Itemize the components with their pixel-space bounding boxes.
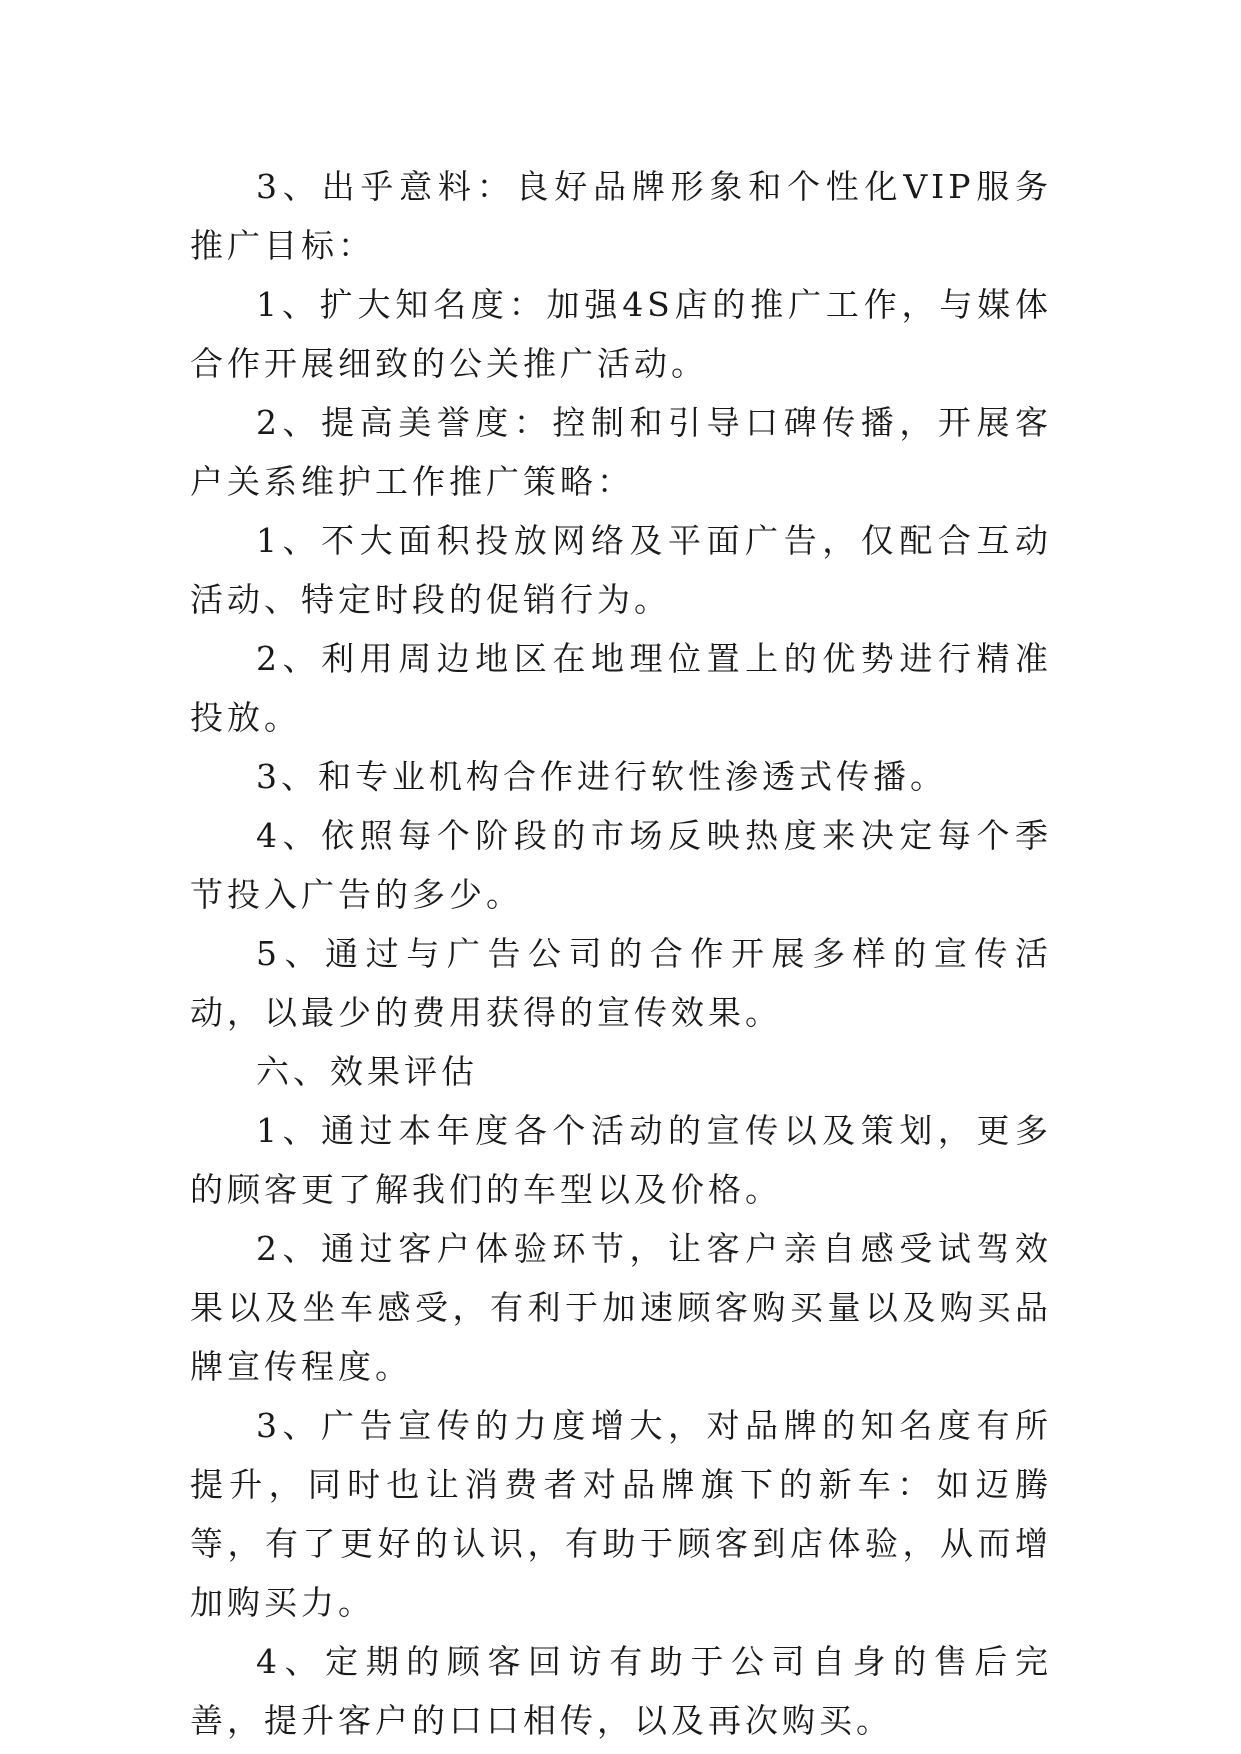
- paragraph: 4、定期的顾客回访有助于公司自身的售后完善，提升客户的口口相传，以及再次购买。: [190, 1642, 1052, 1740]
- paragraph: 2、提高美誉度：控制和引导口碑传播，开展客户关系维护工作推广策略：: [190, 403, 1052, 501]
- paragraph: 3、和专业机构合作进行软性渗透式传播。: [256, 757, 947, 796]
- paragraph: 2、通过客户体验环节，让客户亲自感受试驾效果以及坐车感受，有利于加速顾客购买量以及购买品牌宣传程度。: [190, 1229, 1052, 1386]
- paragraph: 1、通过本年度各个活动的宣传以及策划，更多的顾客更了解我们的车型以及价格。: [190, 1111, 1052, 1209]
- paragraph: 5、通过与广告公司的合作开展多样的宣传活动，以最少的费用获得的宣传效果。: [190, 934, 1052, 1032]
- paragraph: 1、扩大知名度：加强4S店的推广工作，与媒体合作开展细致的公关推广活动。: [190, 285, 1052, 383]
- section-heading: 六、效果评估: [256, 1052, 478, 1091]
- paragraph: 3、广告宣传的力度增大，对品牌的知名度有所提升，同时也让消费者对品牌旗下的新车：如迈腾等，有了更好的认识，有助于顾客到店体验，从而增加购买力。: [190, 1406, 1052, 1622]
- paragraph: 2、利用周边地区在地理位置上的优势进行精准投放。: [190, 639, 1052, 737]
- paragraph: 1、不大面积投放网络及平面广告，仅配合互动活动、特定时段的促销行为。: [190, 521, 1052, 619]
- document-body: [190, 157, 1052, 1750]
- paragraph: 4、依照每个阶段的市场反映热度来决定每个季节投入广告的多少。: [190, 816, 1052, 914]
- paragraph: 3、出乎意料：良好品牌形象和个性化VIP服务推广目标：: [190, 167, 1052, 265]
